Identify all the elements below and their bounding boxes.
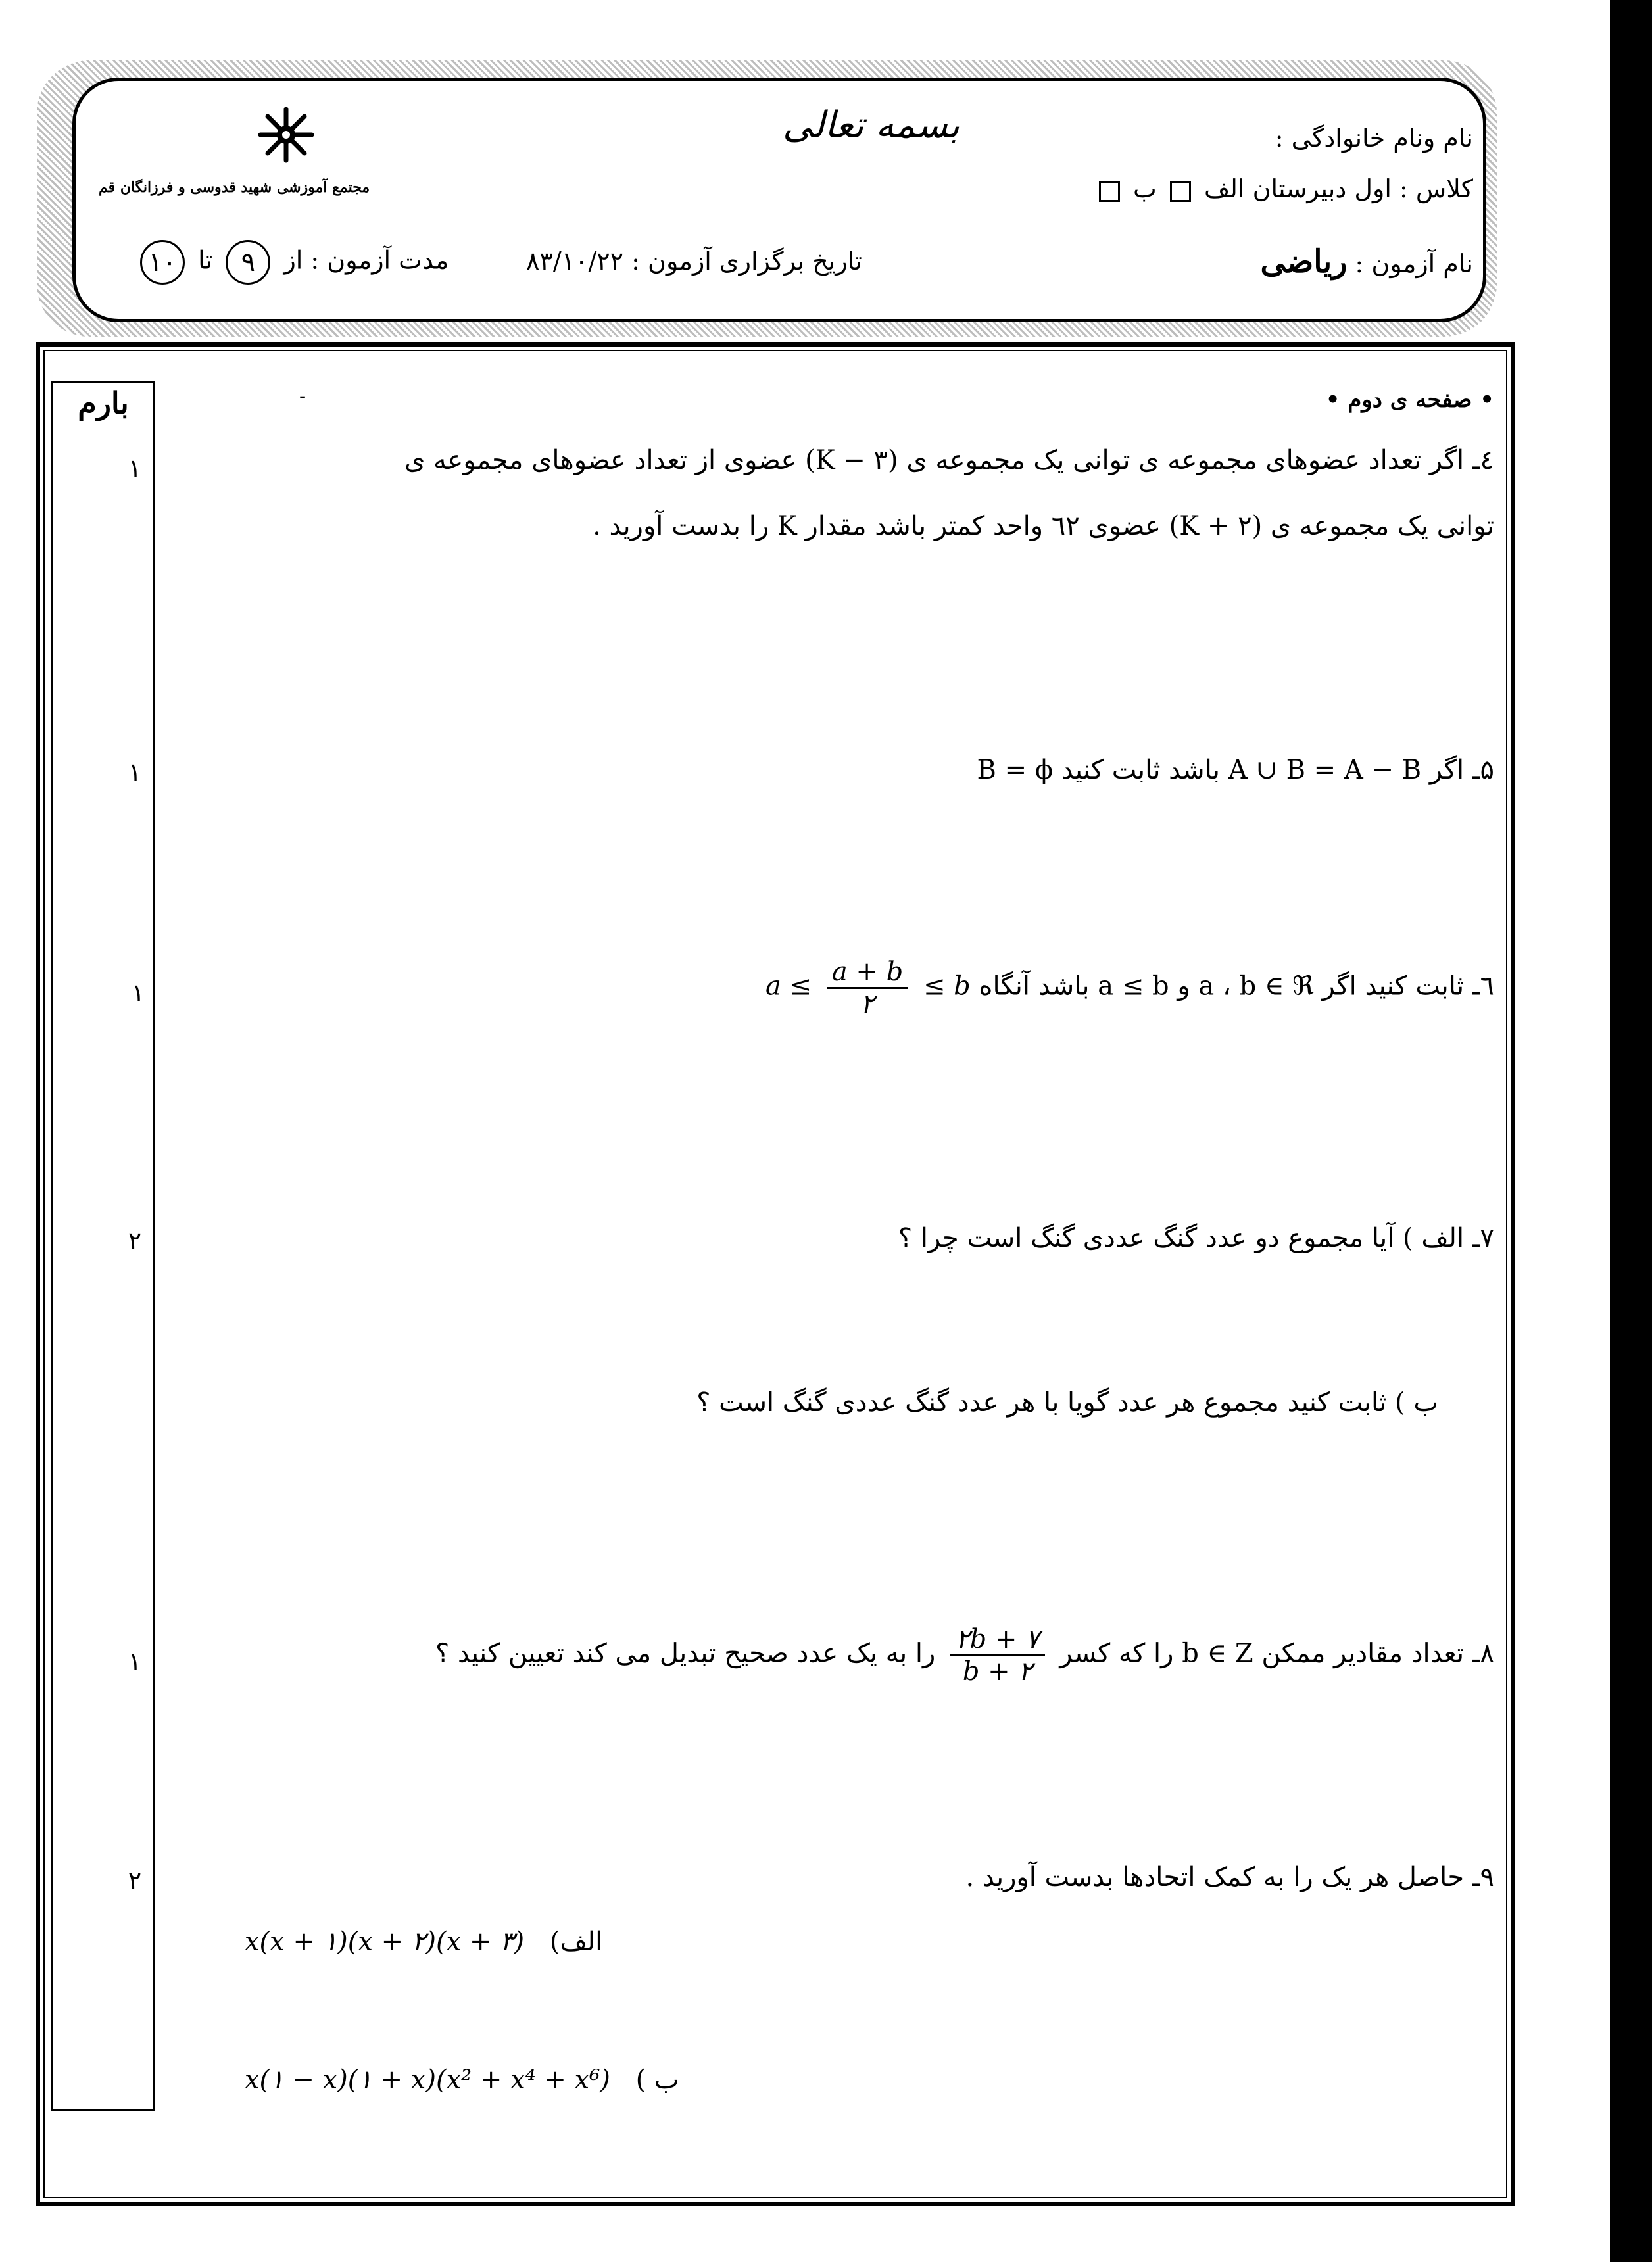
q6-fraction-numerator: a + b	[827, 957, 908, 989]
q9-part-a-label: الف)	[549, 1927, 603, 1957]
q7-score: ۲	[128, 1226, 142, 1255]
q9-part-a-expression: x(x + ۱)(x + ۲)(x + ۳)	[245, 1927, 525, 1957]
q7-part-b: ب ) ثابت کنید مجموع هر عدد گویا با هر عدد گنگ عددی گنگ است ؟	[696, 1387, 1438, 1418]
school-name: مجتمع آموزشی شهید قدوسی و فرزانگان قم	[99, 179, 370, 196]
q4-score: ۱	[128, 454, 142, 483]
q8-line	[435, 1624, 1494, 1687]
duration-label: مدت آزمون : از	[283, 245, 449, 275]
exam-label: نام آزمون :	[1355, 249, 1473, 278]
q5-text: ۵ـ اگر A ∪ B = A − B باشد ثابت کنید B = ϕ	[977, 755, 1494, 785]
class-option-b-label: ب	[1133, 174, 1157, 203]
exam-field	[1261, 243, 1473, 280]
page-label: • صفحه ی دوم •	[1325, 387, 1494, 413]
q4-line2: توانی یک مجموعه ی (K + ۲) عضوی ٦۲ واحد کمتر باشد مقدار K را بدست آورید .	[593, 511, 1494, 541]
bismillah-text: بسمه تعالی	[783, 104, 960, 147]
q6-math-right: ≤ b	[923, 971, 971, 1001]
q8-text-end: را به یک عدد صحیح تبدیل می کند تعیین کنید ؟	[435, 1638, 936, 1669]
q8-text-start: ۸ـ تعداد مقادیر ممکن b ∈ Z را که کسر	[1059, 1638, 1494, 1669]
q6-text: ٦ـ ثابت کنید اگر a ، b ∈ ℜ و a ≤ b باشد آنگاه	[979, 971, 1494, 1001]
q4-line1: ٤ـ اگر تعداد عضوهای مجموعه ی توانی یک مجموعه ی (K − ۳) عضوی از تعداد عضوهای مجموعه ی	[404, 445, 1494, 475]
q8-fraction	[950, 1624, 1045, 1687]
q8-score: ۱	[128, 1647, 142, 1676]
q9-text: ۹ـ حاصل هر یک را به کمک اتحادها بدست آورید .	[965, 1862, 1494, 1892]
q9-part-b-expression: x(۱ − x)(۱ + x)(x² + x⁴ + x⁶)	[245, 2065, 610, 2095]
q6-line	[765, 957, 1494, 1019]
q9-part-b	[245, 2065, 679, 2095]
score-column-header: بارم	[78, 385, 129, 421]
scan-edge-bar	[1610, 0, 1652, 2262]
q6-fraction	[827, 957, 908, 1019]
duration-to-circle: ۱۰	[140, 240, 185, 285]
duration-field	[135, 240, 449, 285]
q6-math-left: a ≤	[765, 971, 812, 1001]
q7-part-a: ۷ـ الف ) آیا مجموع دو عدد گنگ عددی گنگ است چرا ؟	[898, 1223, 1494, 1253]
duration-from-circle: ۹	[226, 240, 270, 285]
q5-score: ۱	[128, 758, 142, 786]
q6-fraction-denominator: ۲	[860, 989, 875, 1019]
q8-fraction-denominator: b + ۲	[962, 1656, 1032, 1687]
class-label: کلاس : اول دبیرستان الف	[1204, 174, 1473, 203]
exam-date-label: تاریخ برگزاری آزمون :	[631, 247, 862, 276]
q9-part-b-label: ب )	[635, 2065, 679, 2095]
stray-mark: -	[299, 385, 306, 408]
q9-score: ۲	[128, 1866, 142, 1895]
student-name-label: نام ونام خانوادگی :	[1275, 124, 1473, 153]
exam-subject: ریاضی	[1260, 243, 1348, 280]
q8-fraction-numerator: ۲b + ۷	[950, 1624, 1045, 1656]
duration-to-label: تا	[198, 245, 213, 275]
q9-part-a	[245, 1927, 602, 1957]
exam-date-value: ۸۳/۱۰/۲۲	[526, 247, 624, 276]
class-option-b-checkbox[interactable]	[1099, 181, 1120, 202]
school-logo-icon	[256, 105, 316, 164]
class-option-a-checkbox[interactable]	[1170, 181, 1191, 202]
q6-score: ۱	[131, 978, 145, 1007]
exam-date-field	[526, 247, 862, 276]
page-frame-inner	[43, 350, 1507, 2198]
q6-inequality	[765, 957, 971, 1019]
class-field	[1094, 174, 1473, 203]
